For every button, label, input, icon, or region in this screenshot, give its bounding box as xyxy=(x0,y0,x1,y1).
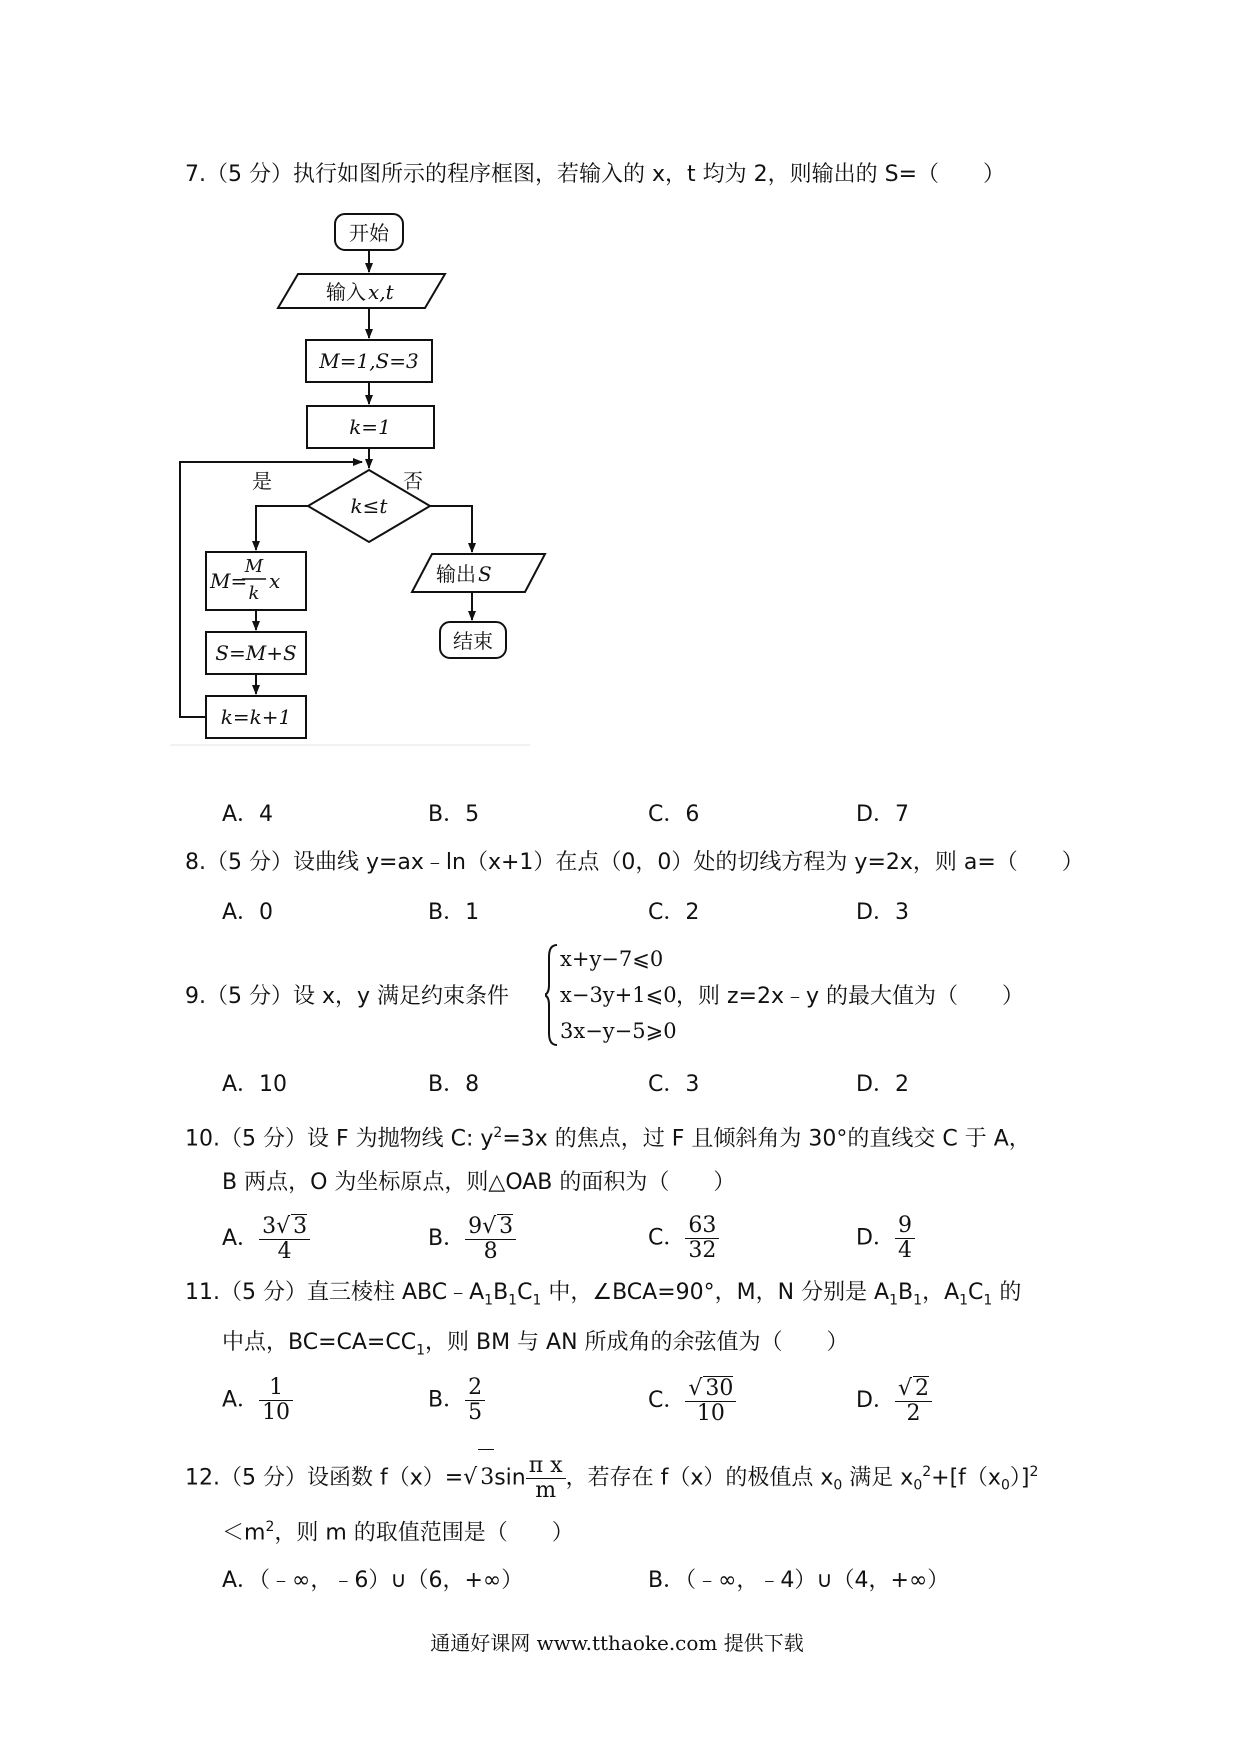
q11-option-d xyxy=(856,1376,932,1426)
q9-stem-pre: 9.（5 分）设 x，y 满足约束条件 xyxy=(185,984,510,1009)
q9-case-3: 3x−y−5⩾0 xyxy=(560,1019,677,1043)
q10-option-d-label: D． xyxy=(856,1225,895,1251)
q9-case-1: x+y−7⩽0 xyxy=(560,947,664,971)
q11-option-c-label: C． xyxy=(648,1388,686,1413)
q11-option-d-label: D． xyxy=(856,1388,895,1413)
flow-m-num: M xyxy=(244,556,264,577)
flow-start-label: 开始 xyxy=(349,221,389,245)
q11-option-d-den: 2 xyxy=(906,1401,921,1426)
flow-init-label: M=1,S=3 xyxy=(319,349,419,373)
q9-brace xyxy=(545,943,559,1047)
q7-option-d: D．7 xyxy=(856,802,909,827)
q10-option-a-rad: 3 xyxy=(293,1214,308,1239)
q12-frac-num: π x xyxy=(526,1454,566,1479)
q12-l1-c: 满足 x xyxy=(842,1465,914,1491)
q10-option-b-den: 8 xyxy=(483,1239,498,1264)
q10-line-2: B 两点，O 为坐标原点，则△OAB 的面积为（ ） xyxy=(222,1170,736,1195)
q8-option-d: D．3 xyxy=(856,900,909,925)
q12-l1-e: ）] xyxy=(1009,1465,1030,1491)
q11-sub-a1: 1 xyxy=(484,1292,494,1309)
q7-option-b: B．5 xyxy=(428,802,480,827)
q8-option-c: C．2 xyxy=(648,900,700,925)
q10-line1-b: =3x 的焦点，过 F 且倾斜角为 30°的直线交 C 于 A， xyxy=(502,1126,1031,1152)
q10-option-a xyxy=(222,1214,310,1264)
q11-line-2 xyxy=(222,1328,849,1365)
q12-sub-1: 0 xyxy=(833,1477,843,1494)
q10-option-c xyxy=(648,1214,719,1263)
q12-sup-2: 2 xyxy=(1029,1464,1039,1480)
q8-option-b: B．1 xyxy=(428,900,480,925)
q12-line-2 xyxy=(222,1512,574,1548)
q11-l2-a: 中点，BC=CA=CC xyxy=(222,1330,417,1355)
q11-l2-b: ，则 BM 与 AN 所成角的余弦值为（ ） xyxy=(425,1330,849,1355)
flow-input-vars: x,t xyxy=(368,280,394,304)
q12-frac-den: m xyxy=(535,1477,557,1503)
q11-option-c-den: 10 xyxy=(696,1401,725,1426)
flow-output-var: S xyxy=(478,562,492,586)
q11-sub-a1c: 1 xyxy=(959,1292,969,1309)
q9-option-b: B．8 xyxy=(428,1072,480,1097)
flow-m-left: M= xyxy=(210,569,248,593)
q11-l1-e: B xyxy=(898,1280,914,1305)
q12-sub-2: 0 xyxy=(913,1477,923,1494)
q11-option-b-frac xyxy=(465,1376,485,1425)
q10-option-b xyxy=(428,1214,516,1264)
q10-option-d-den: 4 xyxy=(897,1238,912,1263)
q9-option-d: D．2 xyxy=(856,1072,909,1097)
q12-sin: sin xyxy=(494,1465,526,1491)
q10-option-a-coef: 3 xyxy=(262,1214,277,1239)
q11-l1-b: B xyxy=(493,1280,509,1305)
q11-option-a-den: 10 xyxy=(262,1400,291,1425)
q12-sub-3: 0 xyxy=(1000,1477,1010,1494)
q7-option-a: A．4 xyxy=(222,802,274,827)
q11-l1-f: ，A xyxy=(922,1280,960,1305)
flow-yes-label: 是 xyxy=(252,469,272,493)
q10-option-c-num: 63 xyxy=(685,1214,719,1239)
q7-option-c: C．6 xyxy=(648,802,700,827)
q12-l1-b: ，若存在 f（x）的极值点 x xyxy=(565,1465,834,1491)
q12-option-a: A．（﹣∞，﹣6）∪（6，+∞） xyxy=(222,1568,524,1593)
q10-option-a-label: A． xyxy=(222,1226,260,1251)
q11-option-a-frac xyxy=(259,1376,293,1425)
q11-l1-g: C xyxy=(968,1280,984,1305)
q11-sub-cc1: 1 xyxy=(416,1342,425,1359)
flow-output-label: 输出 xyxy=(436,562,476,586)
q11-sub-c1: 1 xyxy=(532,1292,542,1309)
q12-frac xyxy=(526,1454,566,1503)
q9-option-a: A．10 xyxy=(222,1072,288,1097)
q10-option-a-frac: $\frac{3√ 3}{4}$ xyxy=(259,1214,310,1264)
q12-l1-a: 12.（5 分）设函数 f（x）= xyxy=(185,1465,464,1491)
flow-input-label: 输入 xyxy=(326,280,366,304)
q11-sub-b1b: 1 xyxy=(913,1292,923,1309)
q11-sub-a1b: 1 xyxy=(889,1292,899,1309)
q10-option-b-frac: $\frac{9√ 3}{8}$ xyxy=(465,1214,516,1264)
q11-option-a-label: A． xyxy=(222,1387,260,1413)
q9-stem-post: ，则 z=2x﹣y 的最大值为（ ） xyxy=(676,984,1025,1009)
q12-sup-3: 2 xyxy=(265,1519,275,1535)
flow-k-update-label: k=k+1 xyxy=(220,705,292,729)
q10-option-c-den: 32 xyxy=(688,1238,717,1263)
flow-kinit-label: k=1 xyxy=(349,415,391,439)
q11-sub-c1b: 1 xyxy=(983,1292,993,1309)
flow-end-label: 结束 xyxy=(453,629,493,653)
q11-line-1 xyxy=(185,1278,1021,1315)
q11-option-a xyxy=(222,1376,293,1425)
q12-sqrt: √ 3 xyxy=(463,1465,494,1490)
q8-stem: 8.（5 分）设曲线 y=ax﹣ln（x+1）在点（0，0）处的切线方程为 y=2x，则 a=（ ） xyxy=(185,850,1084,875)
q11-sub-b1: 1 xyxy=(508,1292,518,1309)
footer-source: 通通好课网 www.tthaoke.com 提供下载 xyxy=(430,1631,804,1655)
q10-option-d-frac xyxy=(895,1214,915,1263)
q10-option-b-rad: 3 xyxy=(499,1214,514,1239)
q12-sqrt-arg: 3 xyxy=(478,1449,494,1506)
flow-s-update-label: S=M+S xyxy=(215,641,297,665)
q11-option-b-num: 2 xyxy=(465,1376,485,1401)
q11-l1-d: 中，∠BCA=90°，M，N 分别是 A xyxy=(541,1280,890,1305)
q12-l1-d: +[f（x xyxy=(931,1465,1001,1491)
q7-stem: 7.（5 分）执行如图所示的程序框图，若输入的 x，t 均为 2，则输出的 S=（ ） xyxy=(185,162,1005,187)
q11-option-c-frac: $\frac{√ 30}{10}$ xyxy=(685,1376,736,1426)
q11-option-d-rad: 2 xyxy=(914,1376,929,1401)
flow-condition-label: k≤t xyxy=(350,494,388,518)
flow-m-den: k xyxy=(248,583,260,604)
q11-option-b-label: B． xyxy=(428,1387,466,1413)
q11-option-b-den: 5 xyxy=(468,1400,483,1425)
q10-option-c-frac xyxy=(685,1214,719,1263)
q10-option-d xyxy=(856,1214,915,1263)
q11-option-d-frac: $\frac{√ 2}{2}$ xyxy=(895,1376,932,1426)
q11-l1-h: 的 xyxy=(992,1280,1022,1305)
q12-l2-b: ，则 m 的取值范围是（ ） xyxy=(274,1520,574,1546)
q11-l1-a: 11.（5 分）直三棱柱 ABC﹣A xyxy=(185,1280,485,1305)
q11-option-a-num: 1 xyxy=(259,1376,293,1401)
q12-sup-1: 2 xyxy=(922,1464,932,1480)
q10-line-1 xyxy=(185,1118,1031,1154)
flow-m-right: x xyxy=(269,569,281,593)
q10-option-a-den: 4 xyxy=(277,1239,292,1264)
q10-line1-a: 10.（5 分）设 F 为抛物线 C: y xyxy=(185,1126,494,1152)
q9-option-c: C．3 xyxy=(648,1072,700,1097)
q8-option-a: A．0 xyxy=(222,900,274,925)
q10-option-b-label: B． xyxy=(428,1226,466,1251)
q10-option-c-label: C． xyxy=(648,1225,686,1251)
q11-option-b xyxy=(428,1376,485,1425)
q11-option-c-rad: 30 xyxy=(705,1376,734,1401)
q12-line-1 xyxy=(185,1444,1038,1514)
q7-flowchart xyxy=(190,200,610,780)
q10-option-b-coef: 9 xyxy=(468,1214,483,1239)
q12-option-b: B．（﹣∞，﹣4）∪（4，+∞） xyxy=(648,1568,950,1593)
flow-no-label: 否 xyxy=(403,469,423,493)
q10-line1-sup: 2 xyxy=(493,1125,503,1141)
q11-l1-c: C xyxy=(517,1280,533,1305)
q11-option-c xyxy=(648,1376,736,1426)
q9-case-2: x−3y+1⩽0 xyxy=(560,983,677,1007)
q12-l2-a: ＜m xyxy=(222,1520,266,1546)
q10-option-d-num: 9 xyxy=(895,1214,915,1239)
